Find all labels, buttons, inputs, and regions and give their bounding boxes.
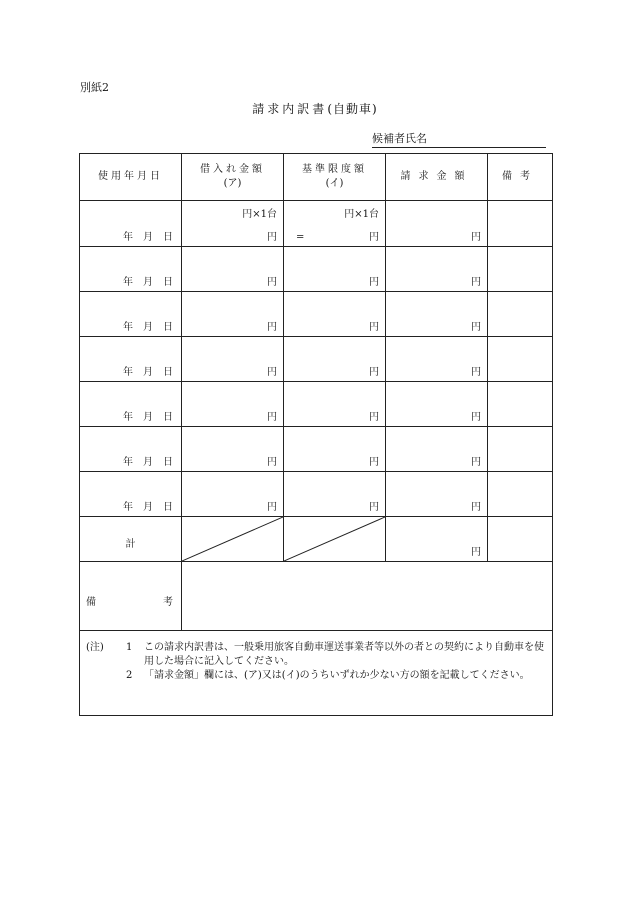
- limit-amount-cell[interactable]: 円×1台 = 円: [284, 201, 386, 247]
- table-row: [80, 337, 553, 382]
- candidate-name-label: 候補者氏名: [372, 132, 427, 145]
- header-borrow-amount: [182, 154, 284, 201]
- borrow-amount-cell[interactable]: 円: [182, 382, 284, 427]
- borrow-amount-cell[interactable]: 円: [182, 472, 284, 517]
- claim-amount-cell[interactable]: 円: [386, 472, 488, 517]
- remarks-cell[interactable]: [488, 382, 553, 427]
- header-limit-label: 基準限度額: [302, 164, 367, 175]
- note-item: [126, 669, 546, 683]
- table-row: [80, 472, 553, 517]
- date-cell[interactable]: 年 月 日: [80, 201, 182, 247]
- note-number: 1: [126, 642, 133, 653]
- candidate-name-field[interactable]: [372, 131, 546, 148]
- note-text: この請求内訳書は、一般乗用旅客自動車運送事業者等以外の者との契約により自動車を使用した場合に記入してください。: [144, 642, 544, 667]
- annex-label: 別紙2: [80, 81, 109, 94]
- diagonal-strike: [284, 517, 385, 561]
- note-item: [126, 641, 546, 669]
- header-remarks: 備考: [488, 154, 553, 201]
- total-label: 計: [125, 539, 136, 550]
- date-cell[interactable]: 年 月 日: [80, 472, 182, 517]
- date-cell[interactable]: 年 月 日: [80, 427, 182, 472]
- title-main: 請求内訳書: [252, 102, 328, 116]
- limit-amount-cell[interactable]: 円: [284, 292, 386, 337]
- remarks-row: [80, 562, 553, 631]
- claim-amount-cell[interactable]: 円: [386, 427, 488, 472]
- date-cell[interactable]: 年 月 日: [80, 292, 182, 337]
- remarks-cell[interactable]: [488, 247, 553, 292]
- note-number: 2: [126, 670, 133, 681]
- borrow-amount-cell[interactable]: 円: [182, 337, 284, 382]
- header-row: [80, 154, 553, 201]
- limit-amount-cell[interactable]: 円: [284, 247, 386, 292]
- remarks-label-cell: [80, 562, 182, 631]
- table-row: [80, 382, 553, 427]
- claim-amount-cell[interactable]: 円: [386, 247, 488, 292]
- remarks-cell[interactable]: [488, 427, 553, 472]
- header-limit-amount: [284, 154, 386, 201]
- total-row: [80, 517, 553, 562]
- notes-row: [80, 631, 553, 716]
- header-limit-sub: (イ): [325, 178, 344, 189]
- limit-amount-cell[interactable]: 円: [284, 382, 386, 427]
- equals-sign: =: [296, 232, 305, 243]
- document-title: [0, 100, 630, 117]
- claim-amount-cell[interactable]: 円: [386, 292, 488, 337]
- remarks-input-cell[interactable]: [182, 562, 553, 631]
- remarks-cell[interactable]: [488, 472, 553, 517]
- remarks-cell[interactable]: [488, 201, 553, 247]
- date-cell[interactable]: 年 月 日: [80, 382, 182, 427]
- header-date: 使用年月日: [80, 154, 182, 201]
- limit-unit-label: 円×1台: [344, 209, 379, 220]
- table-row: [80, 201, 553, 247]
- borrow-amount-cell[interactable]: 円: [182, 247, 284, 292]
- total-label-cell: [80, 517, 182, 562]
- header-borrow-label: 借入れ金額: [200, 164, 265, 175]
- limit-amount-cell[interactable]: 円: [284, 337, 386, 382]
- borrow-amount-cell[interactable]: 円: [182, 292, 284, 337]
- total-limit-struck-cell: [284, 517, 386, 562]
- total-borrow-struck-cell: [182, 517, 284, 562]
- claim-amount-cell[interactable]: 円: [386, 382, 488, 427]
- notes-head: (注): [86, 642, 104, 653]
- header-claim-amount: 請求金額: [386, 154, 488, 201]
- claim-table: [79, 153, 553, 716]
- claim-amount-cell[interactable]: 円: [386, 337, 488, 382]
- borrow-unit-label: 円×1台: [242, 209, 277, 220]
- borrow-amount-cell[interactable]: 円×1台 円: [182, 201, 284, 247]
- remarks-label-right: 考: [163, 597, 173, 608]
- notes-cell: [80, 631, 553, 716]
- table-row: [80, 427, 553, 472]
- title-paren: (自動車): [327, 102, 378, 116]
- borrow-amount-cell[interactable]: 円: [182, 427, 284, 472]
- total-remarks-cell[interactable]: [488, 517, 553, 562]
- table-row: [80, 292, 553, 337]
- limit-amount-cell[interactable]: 円: [284, 472, 386, 517]
- remarks-label-left: 備: [86, 597, 96, 608]
- claim-amount-cell[interactable]: 円: [386, 201, 488, 247]
- total-claim-amount-cell[interactable]: 円: [386, 517, 488, 562]
- date-cell[interactable]: 年 月 日: [80, 247, 182, 292]
- note-text: 「請求金額」欄には、(ア)又は(イ)のうちいずれか少ない方の額を記載してください。: [144, 670, 530, 681]
- diagonal-strike: [182, 517, 283, 561]
- date-cell[interactable]: 年 月 日: [80, 337, 182, 382]
- remarks-cell[interactable]: [488, 337, 553, 382]
- remarks-cell[interactable]: [488, 292, 553, 337]
- limit-amount-cell[interactable]: 円: [284, 427, 386, 472]
- header-borrow-sub: (ア): [223, 178, 242, 189]
- table-row: [80, 247, 553, 292]
